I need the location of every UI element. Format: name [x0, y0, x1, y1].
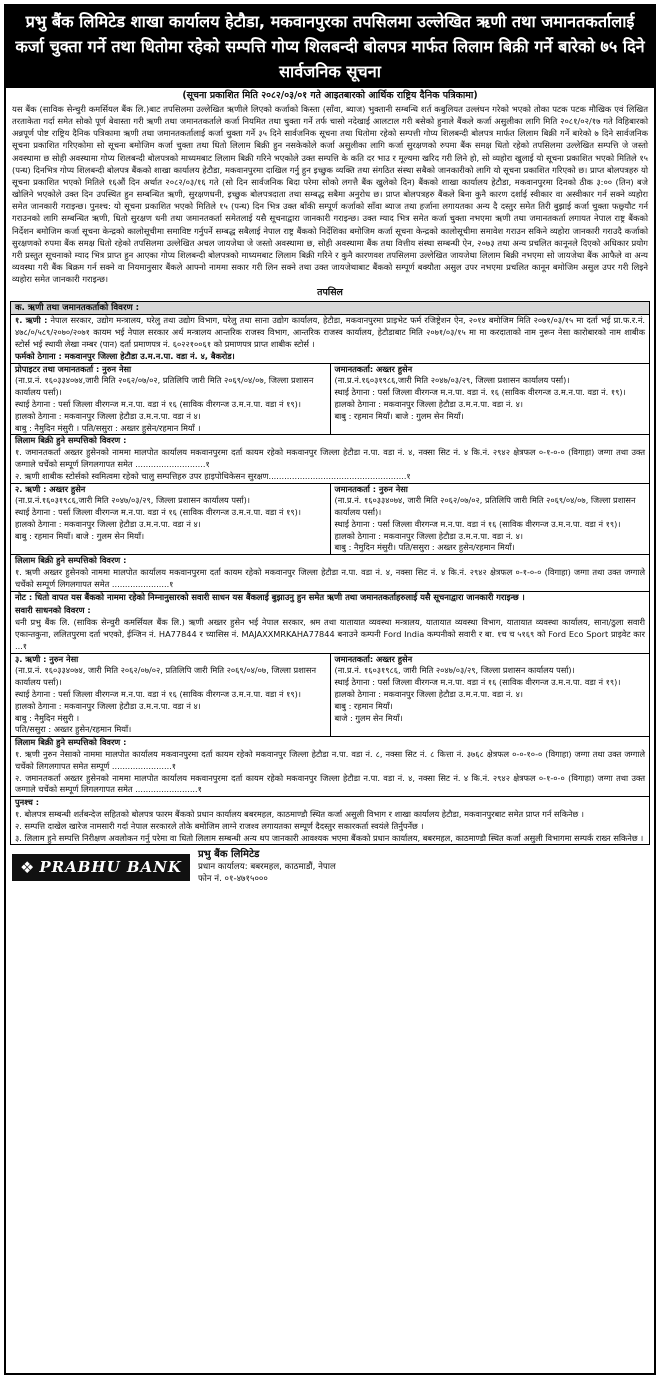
party-heading: ३. ऋणी : नुरुन नेसा	[15, 653, 79, 664]
property-item: १. ऋणी नुरुन नेसाको नाममा मालपोत कार्यालय मकवानपुरमा दर्ता कायम रहेको मकवानपुर जिल्ला हेटौडा न.पा. वडा नं. ८, नक्सा सिट नं. ८ कित्ता नं. ३७६८ क्षेत्रफल ०-०-१०-० (विगाहा) जग्गा तथा उक्त जग्गाले चर्चेको लिगलगापत समेत सम्पूर्ण .......................१	[15, 749, 645, 771]
family-line: बाबु : रहमान मियाँ। बाजे : गुलम सेन मियाँ।	[15, 530, 145, 541]
party-heading: जमानतकर्ता: अख्तर हुसेन	[334, 363, 413, 374]
borrower2-parties	[11, 483, 649, 555]
logo-wordmark: PRABHU BANK	[39, 858, 182, 877]
borrower1-text: नेपाल सरकार, उद्योग मन्त्रालय, घरेलु तथा उद्योग विभाग, घरेलु तथा साना उद्योग कार्यालय, हेटौडा, मकवानपुरमा प्राइभेट फर्म रजिष्ट्रेशन ऐन, २०१४ बमोजिम मिति २०७१/०३/१५ मा दर्ता भई प्रा.फ.र.नं. ४७८/०/५८९/२०७०/२०७१ कायम भई नेपाल सरकार अर्थ मन्त्रालय आन्तरिक राजस्व विभाग, आन्तरिक राजस्व कार्यालय, हेटौडाबाट मिति २०७१/०३/१५ मा मा करदाताको नाम नुरून नेसा कारोबारको नाम शाबीक स्टोर्स भई स्थायी लेखा नम्बर (पान) दर्ता प्रमाणपत्र नं. ६०२२१००६१ को प्रमाणपत्र प्राप्त शाबीक स्टोर्स ।	[15, 315, 645, 349]
vehicle-details: धनी प्रभु बैंक लि. (साविक सेन्चुरी कमर्सियल बैंक लि.) ऋणी अख्तर हुसेन भई नेपाल सरकार, श्रम तथा यातायात व्यवस्था मन्त्रालय, यातायात व्यवस्था विभाग, यातायात व्यवस्था कार्यालय, साना/ठुला सवारी एकान्तकुना, ललितपुरमा दर्ता भएको, ईन्जिन नं. HA77844 र च्यासिस नं. MAJAXXMRKAHA77844 बनाउने कम्पनी Ford India कम्पनीको सवारी र बा. १च च ५१६९ को Ford Eco Sport प्राइवेट कार ...१	[15, 617, 645, 651]
property-item: २. ऋणी शाबीक स्टोर्सको स्वमित्वमा रहेको चालु सम्पत्तिहरु उपर हाइपोथिकेसन सुरक्षण.....................................................१	[15, 470, 411, 481]
citizenship-line: (ना.प्र.नं. १६०३१९८६, जारी मिति २०४७/०३/२९, जिल्ला प्रशासन कार्यालय पर्सा)।	[334, 665, 575, 676]
current-address: हालको ठेगाना : मकवानपुर जिल्ला हेटौडा उ.म.न.पा. वडा नं ४।	[15, 410, 201, 421]
intro-paragraph: यस बैंक (साविक सेन्चुरी कमर्सियल बैंक लि.)बाट तपसिलमा उल्लेखित ऋणीले लिएको कर्जाको किस्ता (साँवा, ब्याज) भुक्तानी सम्बन्धि शर्त कबुलियत उल्लंघन गरेको भएको तोका पटक पटक मौखिक एवं लिखित तरताकेता गर्दा समेत सोको पूर्ण बेवास्ता गरी ऋणी तथा जमानतकर्ताले कर्जा नियमित तथा चुक्ता गर्ने तर्फ चासो नदेखाई आलटाल गरी बसेको हुनाले बैंकले कर्जा असुलीका लागि मिति २०८१/०२/१७ गते विहिबारको अन्नपूर्ण पोष्ट राष्ट्रिय दैनिक पत्रिकामा ऋणी तथा जमानतकर्तालाई कर्जा चुक्ता गर्ने ३५ दिने सार्वजनिक सूचना तथा धितोमा रहेको सम्पत्ती गोप्य शिलबन्दी बोलपत्र मार्फत लिलाम बिक्री गर्ने बारेको ७ दिने सार्वजनिक सूचना प्रकाशित गरिएकोमा सो सूचना बमोजिम कर्जा चुक्ता तथा धितो लिलाम बिक्री हुन नसकेकोले कर्जा असुलीका लागि कर्जा सुरक्षणको रुपमा बैंक समक्ष धितो रहेको तपसिलमा उल्लेखित सम्पत्ति जे जस्तो अवस्थामा छ सोही अवस्थामा गोप्य शिलबन्दी बोलपत्रको माध्यमबाट लिलाम बिक्री गरिने भएकोले उक्त सम्पत्ति के कति दर भाउ र मूल्यमा खरिद गरी लिने हो, सो व्यहोरा खुलाई यो सूचना प्रकाशित भएको मितिले १५ (पन्ध) दिनभित्र गोप्य शिलबन्दी बोलपत्र बैंकको शाखा कार्यालय हेटौडा, मकवानपुरमा दाखिल गर्नु हुन इच्छुक व्यक्ति तथा संगठित संस्था सबैको जानकारीको लागि यो सूचना प्रकाशित गरिएको छ। प्राप्त बोलपत्रहरु यो सूचना प्रकाशित भएको मितिले १६औं दिन अर्थात २०८२/०३/१६ गते (सो दिन सार्वजनिक बिदा परेमा सोको लगत्तै बैंक खुलेको दिन) बैंकको शाखा कार्यालय हेटौडा, मकवानपुरमा दिनको ठीक ३:०० (तिन) बजे खोलिने भएकोले उक्त दिन उपस्थित हुन सम्बन्धित ऋणी, सुरक्षणधनी, इच्छुक बोलपत्रदाता तथा सम्बद्ध सबैमा अनुरोध छ। प्राप्त बोलपत्रहरु बैंकले बिना कुनै कारण दर्शाई स्वीकार वा अस्वीकार गर्न सक्ने व्यहोरा समेत जानकारी गराइन्छ। पुनश्च: यो सूचना प्रकाशित भएको मितिले १५ (पन्ध) दिन भित्र उक्त बाँकी सम्पूर्ण कर्जाको साँवा ब्याज तथा हर्जाना लगायतका अन्य दै दस्तुर समेत तिरी बुझाई कर्जा चुक्ता फछ्र्यौट गर्न गराउनको लागि सम्बन्धित ऋणी, धितो सुरक्षण धनी तथा जमानतकर्ता समेतलाई यसै सूचनाद्वारा जानकारी गराइन्छ। उक्त म्याद भित्र समेत कर्जा चुक्ता नभएमा ऋणी तथा जमानतकर्ता लगायत नेपाल राष्ट्र बैंकको निर्देशन बमोजिम कर्जा सूचना केन्द्रको कालोसूचीमा समाविष्ट गर्नुपर्ने सम्बद्ध सबैलाई नेपाल राष्ट्र बैंकको निर्देशिका बमोजिम कर्जा सूचना केन्द्रको कालोसूचीमा समावेश गराउन सकिने व्यहोरा जानकारी गराउदै कर्जाको सुरक्षणको रुपमा बैंक समक्ष धितो रहेको तपसिलमा उल्लेखित अचल जायजेथा जे जस्तो अवस्थामा छ, सोही अवस्थामा बैंक तथा वित्तीय संस्था सम्बन्धी ऐन, २०७३ तथा अन्य प्रचलित कानूनले दिएको अधिकार प्रयोग गरी प्रस्तुत सूचनाको म्याद भित्र प्राप्त हुन आएका गोप्य शिलबन्दी बोलपत्रको माध्यमबाट लिलाम बिक्री गरिने र कुनै कारणवश तपसिलमा उल्लेखित जायजेथा लिलाम बिक्री नभएमा सो जायजेथा बैंक आफैले वा अन्य व्यवस्था गरी बैंक बिक्रम गर्न सक्ने वा नियमानुसार बैंकले आफ्नो नाममा सकार गरी लिन सक्ने तथा उक्त जायजेथाबाट बैंकको सम्पूर्ण बक्यौता असुल उपर नभएमा प्रचलित कानून बमोजिम असुल उपर गरी लिइने व्यहोरा समेत जानकारी गराइन्छ।	[12, 104, 648, 285]
vehicle-title: सवारी साधनको विवरण :	[15, 605, 91, 616]
property-item: १. जमानतकर्ता अख्तर हुसेनको नाममा मालपोत कार्यालय मकवानपुरमा दर्ता कायम रहेको मकवानपुर जिल्ला हेटौडा न.पा. वडा नं. ४, नक्सा सिट नं. ४ कि.नं. २९४२ क्षेत्रफल ०-१-०-० (विगाहा) जग्गा तथा उक्त जग्गाले चर्चेको सम्पूर्ण लिगलगापत समेत ...........................१	[15, 447, 645, 469]
proprietor-guarantor-left	[11, 364, 330, 435]
permanent-address: स्थाई ठेगाना : पर्सा जिल्ला वीरगन्ज म.न.पा. वडा नं १६ (साविक वीरगन्ज उ.म.न.पा. वडा नं १९)।	[15, 398, 301, 409]
family-line: बाबु : नैमुदिन मंसुरी ।	[15, 712, 80, 723]
publication-note: (सूचना प्रकाशित मिति २०८२/०३/०१ गते आइतबारको आर्थिक राष्ट्रिय दैनिक पत्रिकामा)	[182, 90, 478, 101]
borrower-left	[11, 484, 330, 555]
party-heading: प्रोपाइटर तथा जमानतकर्ता : नुरुन नेसा	[15, 363, 132, 374]
guarantor-right	[330, 484, 650, 555]
details-table	[10, 301, 650, 845]
family-line: बाबु : रहमान मियाँ। बाजे : गुलम सेन मियाँ।	[334, 410, 464, 421]
guarantor-right	[330, 364, 650, 435]
postscript-item: २. सम्पत्ति दाखेल खारेज नामसारी गर्दा नेपाल सरकारले तोके बमोजिम लाग्ने राजश्व लगायतका सम्पूर्ण दैदस्तुर सकारकर्ता स्वयंले तिर्नुपर्नेछ ।	[15, 820, 424, 831]
guarantor-right	[330, 654, 650, 737]
borrower1-parties	[11, 363, 649, 435]
postscript-item: ३. लिलाम हुने सम्पत्ति निरीक्षण अवलोकन गर्नु परेमा वा धितो लिलाम सम्बन्धी अन्य थप जानकारी आवश्यक भएमा बैंकको प्रधान कार्यालय, बबरमहल, काठमाण्डौ स्थित कर्जा असुली विभागमा सम्पर्क राख्न सकिनेछ ।	[15, 832, 644, 843]
current-address: हालको ठेगाना : मकवानपुर जिल्ला हेटौडा उ.म.न.पा. वडा नं. ४।	[334, 398, 523, 409]
property-title: लिलाम बिक्री हुने सम्पत्तिको विवरण :	[15, 435, 127, 446]
head-office: प्रधान कार्यालय: बबरमहल, काठमाडौं, नेपाल	[197, 862, 336, 873]
citizenship-line: (ना.प्र.नं.१६०३१९८६,जारी मिति २०४७/०३/२९, जिल्ला प्रशासन कार्यालय पर्सा)।	[334, 375, 570, 386]
postscript-title: पुनश्च :	[15, 797, 39, 808]
property-item: १. ऋणी अख्तर हुसेनको नाममा मालपोत कार्यालय मकवानपुरमा दर्ता कायम रहेको मकवानपुर जिल्ला हेटौडा न.पा. वडा नं. ४, नक्सा सिट नं. ४ कि.नं. २९४२ क्षेत्रफल ०-१-०-० (विगाहा) जग्गा तथा उक्त जग्गाले चर्चेको सम्पूर्ण लिगलगापत समेत ......................१	[15, 567, 645, 589]
property-title: लिलाम बिक्री हुने सम्पत्तिको विवरण :	[15, 737, 127, 748]
notice-headline: प्रभु बैंक लिमिटेड शाखा कार्यालय हेटौडा, मकवानपुरका तपसिलमा उल्लेखित ऋणी तथा जमानतकर्तालाई कर्जा चुक्ता गर्ने तथा धितोमा रहेको सम्पत्ति गोप्य शिलबन्दी बोलपत्र मार्फत लिलाम बिक्री गर्ने बारेको ७५ दिने सार्वजनिक सूचना	[6, 6, 654, 88]
bank-contact	[198, 849, 336, 885]
family-line: बाबु : नैमुदिन मंसुरी । पति/ससुरा : अख्तर हुसेन/रहमान मियाँ ।	[15, 422, 201, 433]
bank-footer	[6, 845, 654, 885]
permanent-address: स्थाई ठेगाना : पर्सा जिल्ला वीरगन्ज म.न.पा. वडा नं. १६ (साविक वीरगन्ज उ.म.न.पा. वडा नं. १९)।	[334, 387, 626, 398]
property-item: २. जमानतकर्ता अख्तर हुसेनको नाममा मालपोत कार्यालय मकवानपुरमा दर्ता कायम रहेको मकवानपुर जिल्ला हेटौडा न.पा. वडा नं. ४, नक्सा सिट नं. ४ कि.नं. २९४२ क्षेत्रफल ०-१-०-० (विगाहा) जग्गा तथा उक्त जग्गाले चर्चेको सम्पूर्ण लिगलगापत समेत ........................१	[15, 772, 645, 795]
current-address: हालको ठेगाना : मकवानपुर जिल्ला हेटौडा उ.म.न.पा. वडा नं. ४।	[334, 530, 523, 541]
permanent-address: स्थाई ठेगाना : पर्सा जिल्ला वीरगन्ज म.न.पा. वडा नं १६ (साविक वीरगन्ज उ.म.न.पा. वडा नं १९)।	[334, 677, 621, 688]
bank-name: प्रभु बैंक लिमिटेड	[197, 849, 260, 861]
permanent-address: स्थाई ठेगाना : पर्सा जिल्ला वीरगन्ज म.न.पा. वडा नं १६ (साविक वीरगन्ज उ.म.न.पा. वडा नं १९)।	[15, 507, 301, 518]
bank-emblem-icon: ❖	[20, 857, 35, 877]
party-heading: जमानतकर्ता: अख्तर हुसेन	[334, 653, 413, 664]
notice-page	[4, 4, 656, 1375]
citizenship-line: (ना.प्र.नं. १६०३३४०७४, जारी मिति २०६२/०७/०२, प्रतिलिपि जारी मिति २०६९/०४/०७, जिल्ला प्रशासन कार्यालय पर्सा)।	[334, 495, 636, 518]
family-line: पति/ससुरा : अख्तर हुसेन/रहमान मियाँ।	[15, 724, 132, 735]
postscript-item: १. बोलपत्र सम्बन्धी शर्तबन्देज सहितको बोलपत्र फारम बैंकको प्रधान कार्यालय बबरमहल, काठमाण्डौ स्थित कर्जा असुली विभाग र शाखा कार्यालय हेटौडा, मकवानपुरबाट समेत प्राप्त गर्न सकिनेछ ।	[15, 809, 584, 820]
vehicle-note: नोट : धितो वापत यस बैंकको नाममा रहेको निम्नानुसारको सवारी साधन यस बैंकलाई बुझाउनु हुन समेत ऋणी तथा जमानतकर्ताहरुलाई यसै सूचनाद्वारा जानकारी गराइन्छ ।	[15, 591, 525, 602]
citizenship-line: (ना.प्र.नं.१६०३१९८६,जारी मिति २०४७/०३/२९, जिल्ला प्रशासन कार्यालय पर्सा)।	[15, 495, 250, 506]
prabhu-bank-logo	[12, 854, 190, 881]
current-address: हालको ठेगाना : मकवानपुर जिल्ला हेटौडा उ.म.न.पा. वडा नं ४।	[15, 700, 201, 711]
borrower3-parties	[11, 653, 649, 737]
current-address: हालको ठेगाना : मकवानपुर जिल्ला हेटौडा उ.म.न.पा. वडा नं ४।	[15, 518, 201, 529]
party-heading: जमानतकर्ता : नुरुन नेसा	[334, 483, 408, 494]
permanent-address: स्थाई ठेगाना : पर्सा जिल्ला वीरगन्ज म.न.पा. वडा नं १६ (साविक वीरगन्ज उ.म.न.पा. वडा नं १९)।	[15, 689, 301, 700]
firm-address: फर्मको ठेगाना : मकवानपुर जिल्ला हेटौडा उ.म.न.पा. वडा नं. ४, बैकरोड।	[15, 350, 235, 361]
family-line: बाबु : नैमुदिन मंसुरी। पति/ससुरा : अख्तर हुसेन/रहमान मियाँ।	[334, 542, 515, 553]
borrower1-description	[11, 315, 649, 350]
permanent-address: स्थाई ठेगाना : पर्सा जिल्ला वीरगन्ज म.न.पा. वडा नं १६ (साविक वीरगन्ज उ.म.न.पा. वडा नं १९)।	[334, 518, 621, 529]
family-line: बाबु : रहमान मियाँ।	[334, 700, 393, 711]
citizenship-line: (ना.प्र.नं. १६०३३४०७४,जारी मिति २०६२/०७/०२, प्रतिलिपि जारी मिति २०६९/०४/०७, जिल्ला प्रशासन कार्यालय पर्सा)।	[15, 375, 314, 398]
property-title: लिलाम बिक्री हुने सम्पत्तिको विवरण :	[15, 555, 127, 566]
section-ka-title: क. ऋणी तथा जमानतकर्ताको विवरण :	[11, 302, 649, 315]
details-heading: तपसिल	[317, 287, 343, 299]
citizenship-line: (ना.प्र.नं. १६०३३४०७४, जारी मिति २०६२/०७/०२, प्रतिलिपि जारी मिति २०६९/०४/०७, जिल्ला प्रशासन कार्यालय पर्सा)।	[15, 665, 316, 688]
party-heading: २. ऋणी : अख्तर हुसेन	[15, 483, 86, 494]
phone-number: फोन नं. ०१-४७१५०००	[197, 874, 268, 885]
borrower1-label: १. ऋणी :	[15, 315, 48, 326]
borrower-left	[11, 654, 330, 737]
current-address: हालको ठेगाना : मकवानपुर जिल्ला हेटौडा उ.म.न.पा. वडा नं. ४।	[334, 689, 523, 700]
family-line: बाजे : गुलम सेन मियाँ।	[334, 712, 403, 723]
